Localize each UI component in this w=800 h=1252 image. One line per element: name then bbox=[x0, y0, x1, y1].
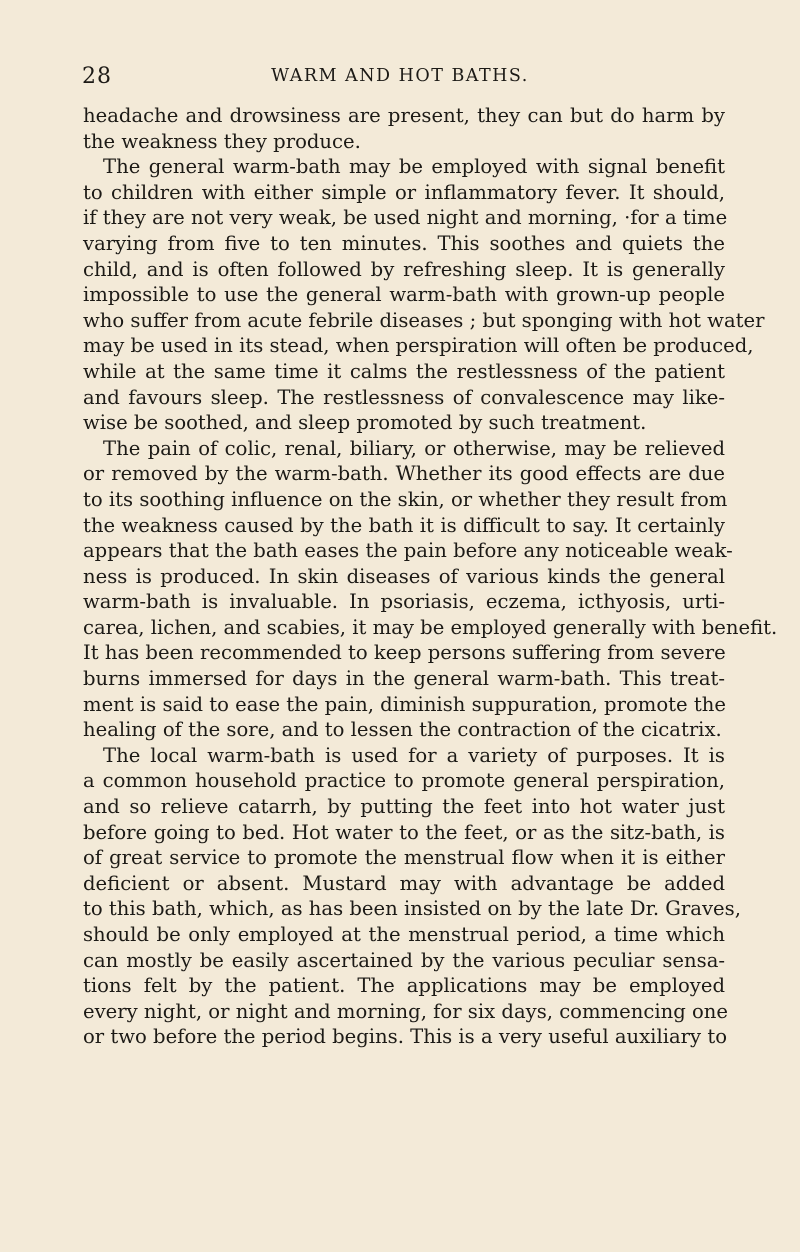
text-line: may be used in its stead, when perspiration will often be produced, bbox=[83, 334, 754, 358]
text-line: a common household practice to promote general perspiration, bbox=[83, 769, 725, 793]
text-line: to children with either simple or inflammatory fever. It should, bbox=[83, 180, 725, 204]
text-line: headache and drowsiness are present, they can but do harm by bbox=[83, 104, 725, 127]
text-line: to its soothing influence on the skin, or whether they result from bbox=[83, 487, 728, 511]
text-line: wise be soothed, and sleep promoted by such treatment. bbox=[83, 411, 647, 435]
body-text bbox=[83, 103, 778, 1050]
text-line: to this bath, which, as has been insisted on by the late Dr. Graves, bbox=[83, 897, 741, 921]
page-number: 28 bbox=[82, 64, 112, 89]
text-line: while at the same time it calms the restlessness of the patient bbox=[83, 359, 725, 383]
text-line: It has been recommended to keep persons suffering from severe bbox=[83, 641, 726, 665]
text-line: impossible to use the general warm-bath with grown-up people bbox=[83, 283, 725, 307]
text-line: appears that the bath eases the pain before any noticeable weak- bbox=[83, 539, 733, 563]
text-line: or two before the period begins. This is a very useful auxiliary to bbox=[83, 1025, 728, 1049]
text-line: The pain of colic, renal, biliary, or otherwise, may be relieved bbox=[103, 436, 725, 460]
text-line: who suffer from acute febrile diseases ; but sponging with hot water bbox=[83, 308, 765, 332]
text-line: ness is produced. In skin diseases of various kinds the general bbox=[83, 564, 725, 588]
text-line: The local warm-bath is used for a variety of purposes. It is bbox=[103, 743, 725, 767]
text-line: before going to bed. Hot water to the feet, or as the sitz-bath, is bbox=[83, 820, 725, 844]
text-line: varying from five to ten minutes. This soothes and quiets the bbox=[83, 231, 725, 255]
text-line: or removed by the warm-bath. Whether its good effects are due bbox=[83, 462, 725, 486]
text-line: the weakness they produce. bbox=[83, 129, 361, 153]
text-line: carea, lichen, and scabies, it may be employed generally with benefit. bbox=[83, 615, 778, 639]
page-header bbox=[0, 64, 800, 96]
text-line: warm-bath is invaluable. In psoriasis, eczema, icthyosis, urti- bbox=[83, 590, 725, 614]
running-title: WARM AND HOT BATHS. bbox=[271, 66, 529, 86]
text-line: the weakness caused by the bath it is difficult to say. It certainly bbox=[83, 513, 725, 537]
text-line: of great service to promote the menstrual flow when it is either bbox=[83, 846, 725, 870]
text-line: should be only employed at the menstrual period, a time which bbox=[83, 923, 725, 946]
text-line: and so relieve catarrh, by putting the feet into hot water just bbox=[83, 795, 725, 819]
text-line: deficient or absent. Mustard may with advantage be added bbox=[83, 871, 725, 895]
text-line: child, and is often followed by refreshing sleep. It is generally bbox=[83, 257, 725, 281]
text-line: tions felt by the patient. The applications may be employed bbox=[83, 974, 725, 998]
text-line: burns immersed for days in the general warm-bath. This treat- bbox=[83, 667, 725, 691]
text-line: The general warm-bath may be employed with signal benefit bbox=[103, 155, 725, 179]
text-line: every night, or night and morning, for six days, commencing one bbox=[83, 999, 728, 1023]
text-line: if they are not very weak, be used night and morning, ·for a time bbox=[83, 206, 728, 230]
text-line: and favours sleep. The restlessness of convalescence may like- bbox=[83, 385, 725, 409]
text-line: can mostly be easily ascertained by the various peculiar sensa- bbox=[83, 948, 725, 972]
text-line: ment is said to ease the pain, diminish suppuration, promote the bbox=[83, 692, 726, 716]
text-line: healing of the sore, and to lessen the contraction of the cicatrix. bbox=[83, 718, 722, 742]
